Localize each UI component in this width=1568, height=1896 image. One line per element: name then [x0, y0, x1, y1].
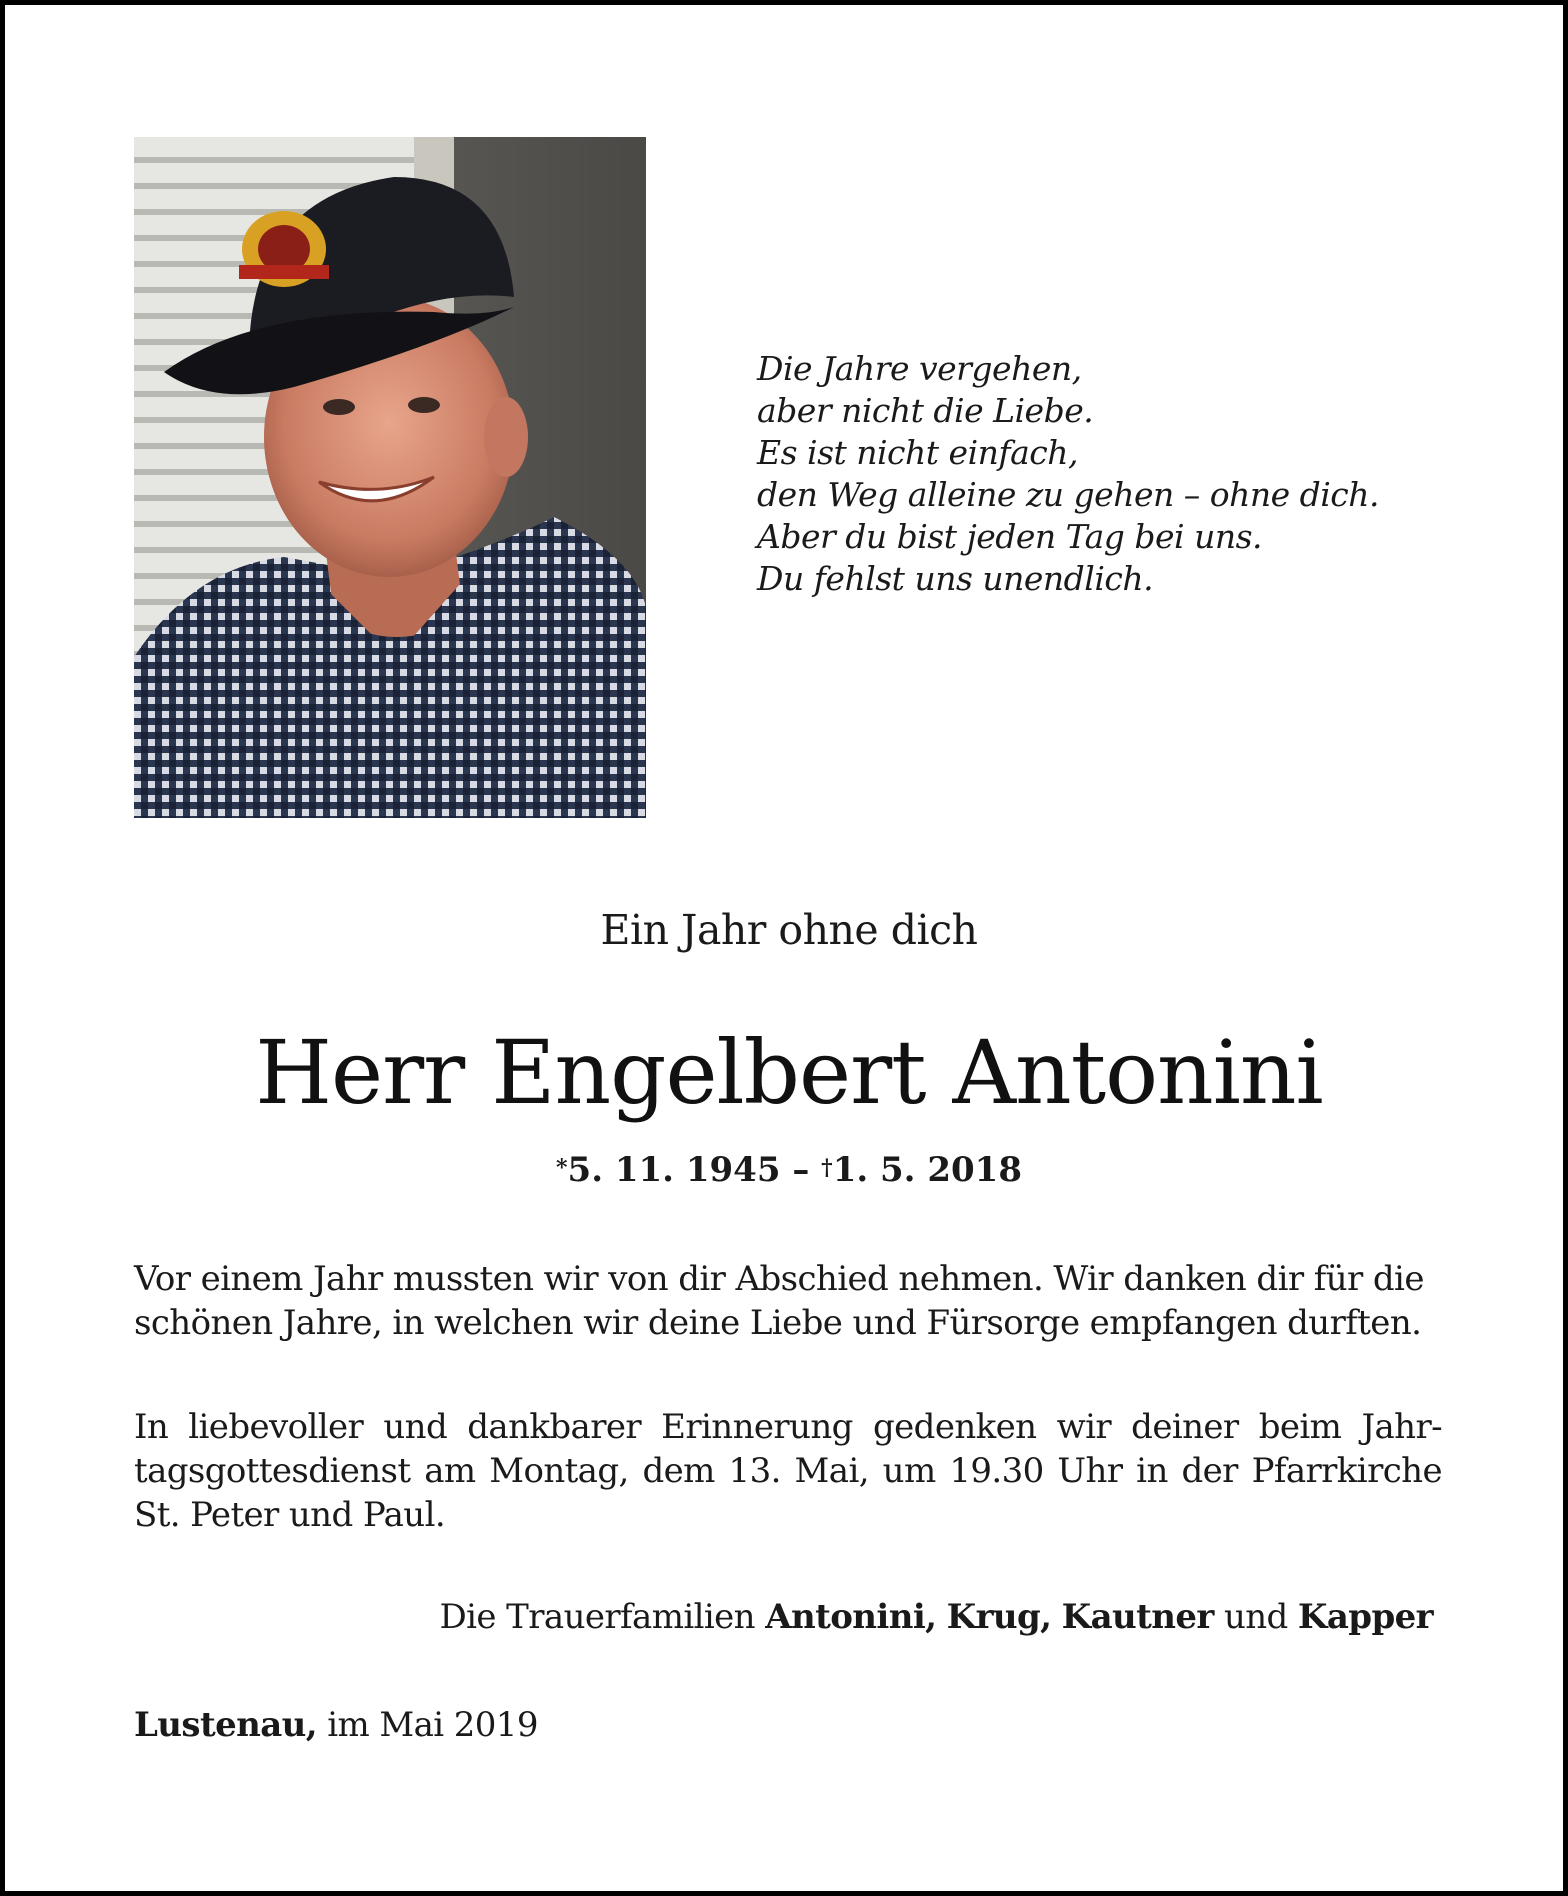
poem-line: den Weg alleine zu gehen – ohne dich. [757, 475, 1380, 514]
subtitle: Ein Jahr ohne dich [600, 906, 978, 954]
date-dash: – [780, 1150, 822, 1190]
place-town: Lustenau, [134, 1705, 318, 1745]
death-date: 1. 5. 2018 [832, 1150, 1022, 1190]
portrait-photo [134, 137, 646, 818]
place-and-date [134, 1703, 538, 1747]
paragraph-line: tagsgottesdienst am Montag, dem 13. Mai, um 19.30 Uhr in der Pfarrkirche [134, 1451, 1442, 1491]
paragraph-line: St. Peter und Paul. [134, 1495, 446, 1535]
birth-date: 5. 11. 1945 [567, 1150, 781, 1190]
mourning-families [440, 1595, 1434, 1639]
deceased-name: Herr Engelbert Antonini [255, 1021, 1323, 1124]
paragraph-line: Vor einem Jahr mussten wir von dir Abschied nehmen. Wir danken dir für die [134, 1259, 1424, 1299]
families-prefix: Die Trauerfamilien [439, 1597, 755, 1637]
paragraph-line: In liebevoller und dankbarer Erinnerung gedenken wir deiner beim Jahr- [134, 1407, 1442, 1447]
poem-line: aber nicht die Liebe. [757, 391, 1094, 430]
family-name: Krug, [946, 1597, 1052, 1637]
families-conjunction: und [1223, 1597, 1288, 1637]
poem-line: Es ist nicht einfach, [757, 433, 1078, 472]
birth-symbol: * [556, 1155, 568, 1181]
poem [757, 348, 1477, 600]
death-symbol: † [821, 1155, 833, 1181]
family-name: Kapper [1297, 1597, 1433, 1637]
place-date: im Mai 2019 [327, 1705, 538, 1745]
poem-line: Aber du bist jeden Tag bei uns. [757, 517, 1263, 556]
poem-line: Die Jahre vergehen, [757, 349, 1082, 388]
family-name: Antonini, [765, 1597, 937, 1637]
family-name: Kautner [1061, 1597, 1214, 1637]
farewell-paragraph [134, 1257, 1442, 1345]
life-dates [5, 1148, 1568, 1196]
paragraph-line: schönen Jahre, in welchen wir deine Liebe und Fürsorge empfangen durften. [134, 1303, 1422, 1343]
poem-line: Du fehlst uns unendlich. [757, 559, 1154, 598]
portrait-photo-icon [134, 137, 646, 818]
memorial-service-paragraph [134, 1405, 1442, 1537]
